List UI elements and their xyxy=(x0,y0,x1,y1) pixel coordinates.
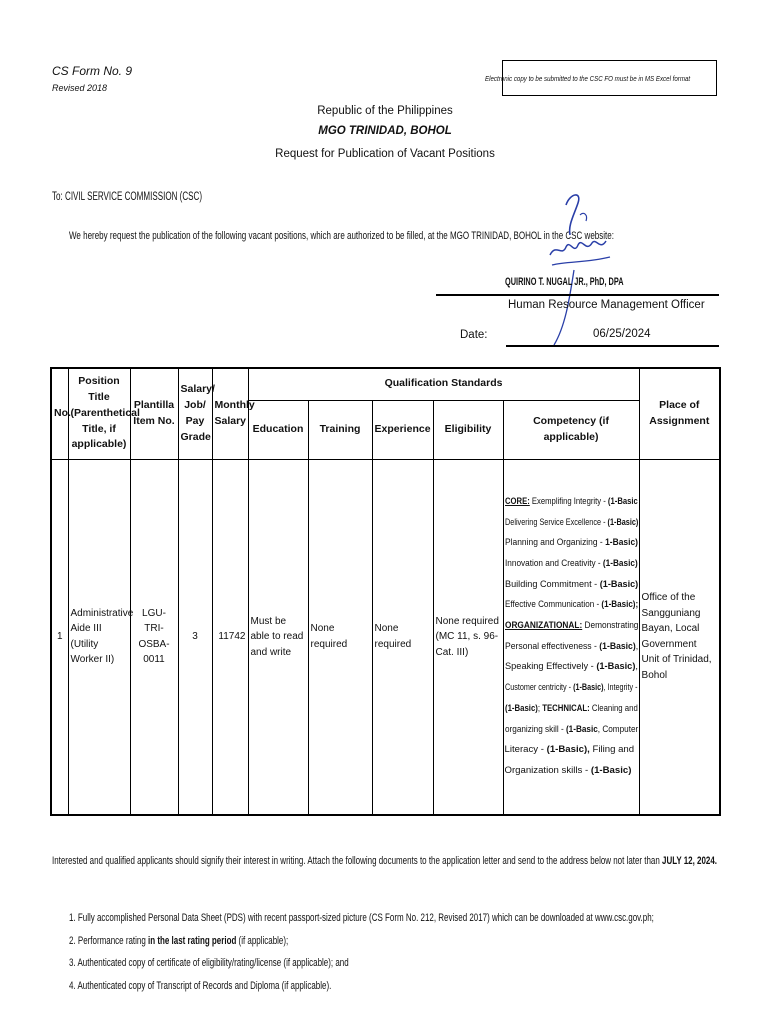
competency-level: (1-Basic) xyxy=(590,764,632,776)
cell-training: None required xyxy=(308,459,372,815)
document-title: Request for Publication of Vacant Positions xyxy=(275,148,495,160)
application-notice xyxy=(52,855,717,867)
competency-level: (1-Basic) xyxy=(504,702,538,714)
date-value: 06/25/2024 xyxy=(593,328,651,340)
col-header-place: Place of Assignment xyxy=(639,368,720,459)
cell-place-of-assignment: Office of the Sangguniang Bayan, Local Government Unit of Trinidad, Bohol xyxy=(639,459,720,815)
requirement-text: 4. Authenticated copy of Transcript of Records and Diploma (if applicable). xyxy=(69,979,332,992)
notice-text: Interested and qualified applicants should signify their interest in writing. Attach the following documents to the application letter and send to the address below not later than xyxy=(52,855,663,867)
col-header-position-title: Position Title (Parenthetical Title, if applicable) xyxy=(68,368,130,459)
intro-paragraph: We hereby request the publication of the following vacant positions, which are authorized to be filled, at the MGO TRINIDAD, BOHOL in the CSC website: xyxy=(69,230,614,242)
electronic-copy-text: Electronic copy to be submitted to the CSC FO must be in MS Excel format xyxy=(484,73,691,83)
requirement-text: 3. Authenticated copy of certificate of eligibility/rating/license (if applicable); and xyxy=(69,957,349,969)
competency-level: (1-Basic xyxy=(607,495,638,507)
competency-text: Personal effectiveness - xyxy=(504,640,599,652)
form-number: CS Form No. 9 xyxy=(52,64,133,78)
signatory-title: Human Resource Management Officer xyxy=(508,299,705,311)
competency-level: (1-Basic xyxy=(565,723,598,735)
competency-text: Delivering Service Excellence - xyxy=(504,516,608,528)
competency-text: ; xyxy=(537,702,542,714)
competency-text: Exemplifing Integrity - xyxy=(529,495,608,507)
competency-level: (1-Basic) xyxy=(599,578,638,590)
competency-text: Demonstrating xyxy=(581,620,638,632)
requirement-text: 2. Performance rating xyxy=(69,934,149,947)
competency-text: Building Commitment - xyxy=(504,578,600,590)
col-header-experience: Experience xyxy=(372,400,433,459)
electronic-copy-note xyxy=(484,60,717,96)
cell-no: 1 xyxy=(51,459,68,815)
competency-text: organizing skill - xyxy=(504,723,566,735)
form-revision: Revised 2018 xyxy=(52,83,108,93)
requirements-list xyxy=(69,907,654,997)
list-item xyxy=(69,930,654,953)
competency-text: Speaking Effectively - xyxy=(504,661,596,673)
list-item xyxy=(69,975,654,998)
competency-level: (1-Basic); xyxy=(600,599,638,611)
competency-level: (1-Basic), xyxy=(546,744,590,756)
republic-heading: Republic of the Philippines xyxy=(317,105,453,117)
competency-level: (1-Basic) xyxy=(595,661,635,673)
date-line xyxy=(506,345,719,347)
requirement-emphasis: in the last rating period xyxy=(148,934,237,947)
table-row xyxy=(51,459,720,815)
cell-education: Must be able to read and write xyxy=(248,459,308,815)
col-header-qualification-standards: Qualification Standards xyxy=(248,368,639,400)
cell-position-title: Administrative Aide III (Utility Worker II) xyxy=(68,459,130,815)
competency-text: Organization skills - xyxy=(504,764,591,776)
col-header-competency: Competency (if applicable) xyxy=(503,400,639,459)
agency-heading: MGO TRINIDAD, BOHOL xyxy=(318,125,452,137)
competency-text: Effective Communication - xyxy=(504,599,601,611)
list-item xyxy=(69,952,654,975)
addressee-line: To: CIVIL SERVICE COMMISSION (CSC) xyxy=(52,191,203,203)
competency-text: Planning and Organizing - xyxy=(504,537,605,549)
competency-text: Cleaning and xyxy=(589,702,638,714)
competency-text: Filing and xyxy=(589,744,635,756)
competency-text: Literacy - xyxy=(504,744,547,756)
competency-level: (1-Basic) xyxy=(607,516,638,528)
requirement-text: 1. Fully accomplished Personal Data Sheet (PDS) with recent passport-sized picture (CS Form No. 212, Revised 2017) which can be downloaded at www.csc.gov.ph; xyxy=(69,912,654,924)
cell-experience: None required xyxy=(372,459,433,815)
competency-text: , xyxy=(634,661,638,673)
col-header-salary-grade: Salary/ Job/ Pay Grade xyxy=(178,368,212,459)
col-header-training: Training xyxy=(308,400,372,459)
requirement-text: (if applicable); xyxy=(236,934,289,947)
date-label: Date: xyxy=(460,329,488,341)
competency-level: (1-Basic) xyxy=(572,682,604,694)
cell-competency xyxy=(503,459,639,815)
organizational-label: ORGANIZATIONAL: xyxy=(504,620,582,632)
cell-salary-grade: 3 xyxy=(178,459,212,815)
signature-line xyxy=(436,294,719,296)
col-header-education: Education xyxy=(248,400,308,459)
core-label: CORE: xyxy=(504,495,530,507)
competency-text: , Computer xyxy=(597,723,638,735)
competency-level: (1-Basic) xyxy=(598,640,636,652)
list-item xyxy=(69,907,654,930)
vacant-positions-table xyxy=(50,367,721,816)
col-header-eligibility: Eligibility xyxy=(433,400,503,459)
cell-plantilla: LGU-TRI-OSBA-0011 xyxy=(130,459,178,815)
col-header-plantilla: Plantilla Item No. xyxy=(130,368,178,459)
cell-eligibility: None required (MC 11, s. 96-Cat. III) xyxy=(433,459,503,815)
col-header-monthly-salary: Monthly Salary xyxy=(212,368,248,459)
competency-level: 1-Basic) xyxy=(604,537,638,549)
technical-label: TECHNICAL: xyxy=(541,702,590,714)
competency-text: Customer centricity - xyxy=(504,682,573,694)
signatory-name: QUIRINO T. NUGAL JR., PhD, DPA xyxy=(505,276,624,288)
col-header-no: No. xyxy=(51,368,68,459)
cell-monthly-salary: 11742 xyxy=(212,459,248,815)
competency-text: Innovation and Creativity - xyxy=(504,557,603,569)
competency-level: (1-Basic) xyxy=(602,557,638,569)
competency-text: , xyxy=(635,640,638,652)
notice-deadline: JULY 12, 2024. xyxy=(662,855,718,867)
competency-text: , Integrity - xyxy=(603,682,638,694)
